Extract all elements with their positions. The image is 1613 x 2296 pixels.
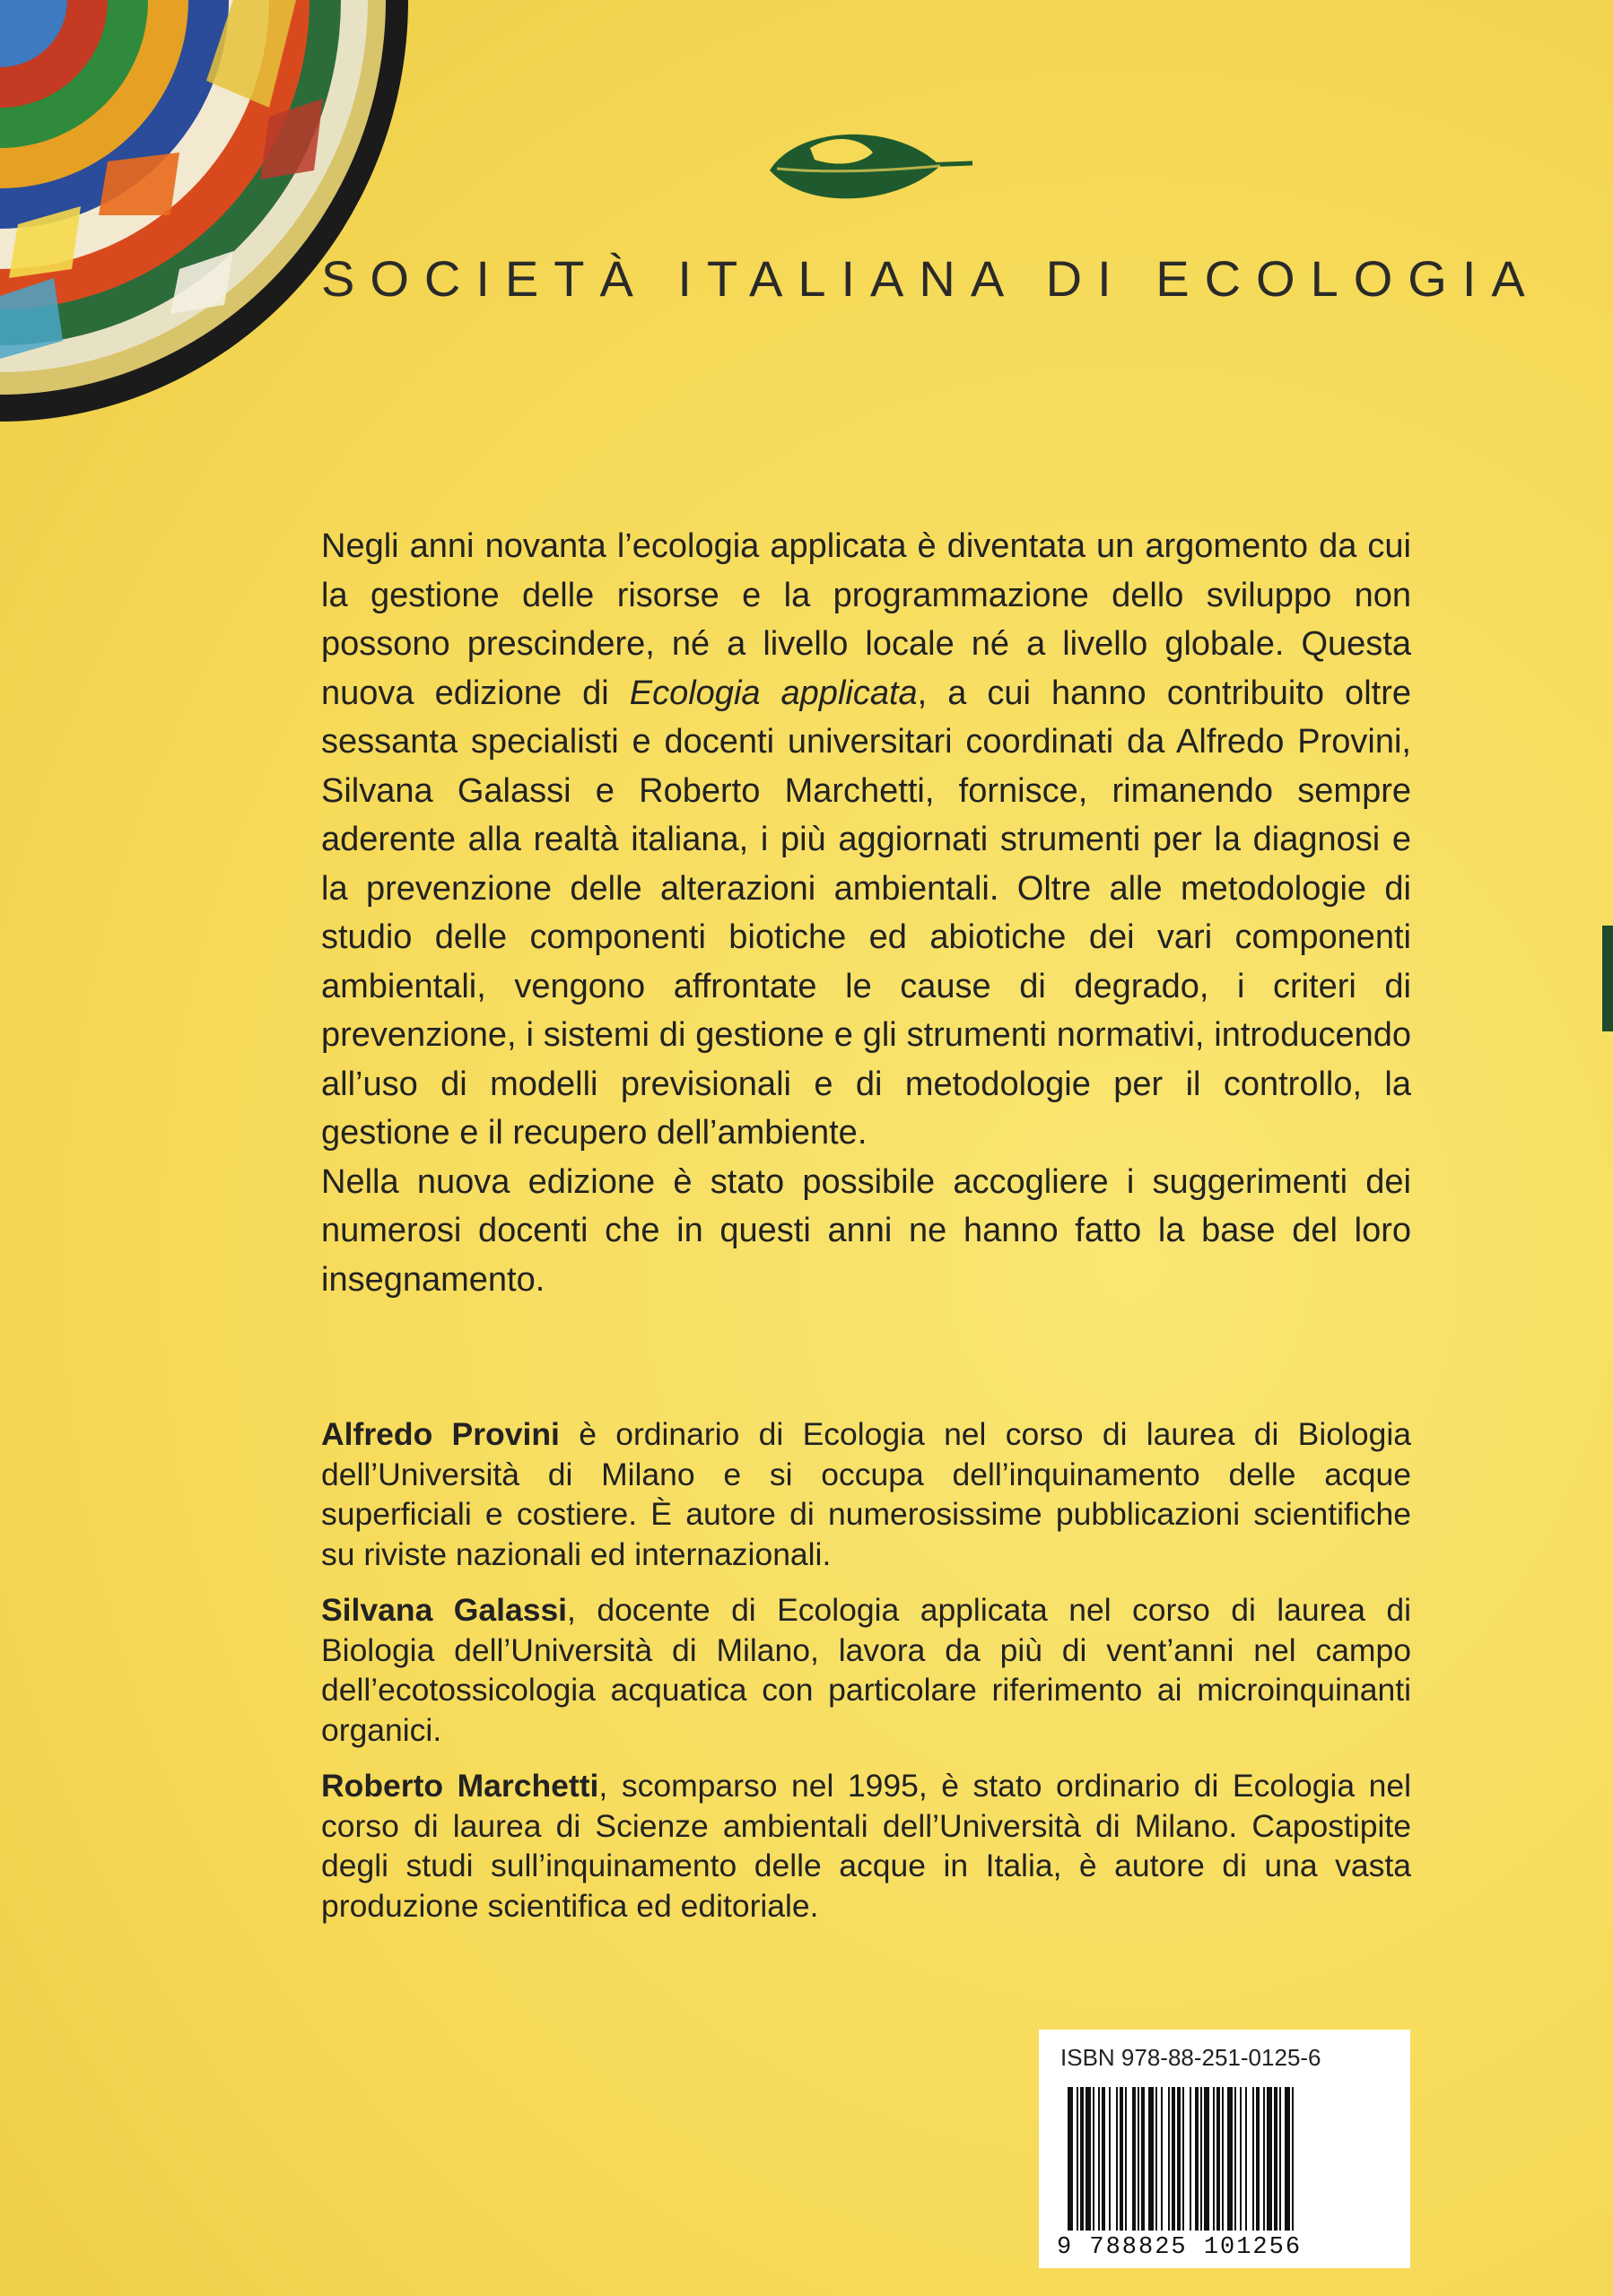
barcode-bar: [1190, 2087, 1191, 2231]
barcode-bar: [1138, 2087, 1139, 2231]
society-name: SOCIETÀ ITALIANA DI ECOLOGIA: [321, 250, 1540, 307]
barcode-bar: [1216, 2087, 1220, 2231]
barcode-digits: 9 788825 101256: [1057, 2234, 1303, 2261]
description-paragraph-2: Nella nuova edizione è stato possibile accogliere i suggerimenti dei numerosi docenti che in questi anni ne hanno fatto la base del loro insegnamento.: [321, 1162, 1411, 1299]
barcode-bar: [1109, 2087, 1111, 2231]
barcode-bar: [1256, 2087, 1260, 2231]
author-name: Silvana Galassi: [321, 1592, 568, 1628]
barcode-bar: [1086, 2087, 1091, 2231]
barcode-bar: [1263, 2087, 1265, 2231]
barcode-bar: [1240, 2087, 1242, 2231]
painted-circle-artwork: [0, 0, 422, 430]
barcode-bar: [1132, 2087, 1136, 2231]
barcode-bar: [1102, 2087, 1105, 2231]
barcode-bar: [1195, 2087, 1199, 2231]
barcode-bar: [1274, 2087, 1277, 2231]
description-paragraph-1: Negli anni novanta l’ecologia applicata è diventata un argomento da cui la gestione delle risorse e la programmazione dello sviluppo non possono prescindere, né a livello locale né a livello globale. Questa nuova edizione di Ecologia applicata, a cui hanno contribuito oltre sessanta specialisti e docenti universitari coordinati da Alfredo Provini, Silvana Galassi e Roberto Marchetti, fornisce, rimanendo sempre aderente alla realtà italiana, i più aggiornati strumenti per la diagnosi e la prevenzione delle alterazioni ambientali. Oltre alle metodologie di studio delle componenti biotiche ed abiotiche dei vari componenti ambientali, vengono affrontate le cause di degrado, i criteri di prevenzione, i sistemi di gestione e gli strumenti normativi, introducendo all’uso di modelli previsionali e di metodologie per il controllo, la gestione e il recupero dell’ambiente.: [321, 527, 1411, 1152]
barcode-bar: [1068, 2087, 1073, 2231]
barcode-bar: [1125, 2087, 1127, 2231]
barcode-bar: [1098, 2087, 1100, 2231]
barcode-bar: [1077, 2087, 1078, 2231]
barcode-bar: [1200, 2087, 1202, 2231]
barcode-bar: [1234, 2087, 1236, 2231]
barcode-bar: [1141, 2087, 1145, 2231]
barcode-bar: [1116, 2087, 1118, 2231]
barcode-bar: [1182, 2087, 1184, 2231]
barcode-bar: [1227, 2087, 1233, 2231]
book-title: Ecologia applicata: [629, 674, 918, 712]
leaf-logo-icon: [761, 117, 976, 215]
barcode-bar: [1204, 2087, 1209, 2231]
barcode-bar: [1168, 2087, 1170, 2231]
author-bios: [321, 1414, 1411, 1942]
barcode: [1064, 2087, 1391, 2239]
barcode-bar: [1285, 2087, 1290, 2231]
author-bio: Roberto Marchetti, scomparso nel 1995, è stato ordinario di Ecologia nel corso di laurea di Scienze ambientali dell’Università di Milano. Capostipite degli studi sull’inquinamento delle acque in Italia, è autore di una vasta produzione scientifica ed editoriale.: [321, 1768, 1411, 1924]
author-name: Alfredo Provini: [321, 1416, 560, 1452]
barcode-bar: [1279, 2087, 1281, 2231]
isbn-label: [1039, 2030, 1410, 2268]
barcode-bar: [1222, 2087, 1224, 2231]
spine-edge-mark: [1602, 926, 1613, 1031]
barcode-bar: [1292, 2087, 1294, 2231]
barcode-bar: [1177, 2087, 1181, 2231]
barcode-bar: [1080, 2087, 1084, 2231]
author-name: Roberto Marchetti: [321, 1768, 599, 1804]
barcode-bar: [1161, 2087, 1163, 2231]
barcode-bar: [1093, 2087, 1094, 2231]
barcode-bar: [1252, 2087, 1254, 2231]
isbn-number: ISBN 978-88-251-0125-6: [1060, 2044, 1321, 2071]
author-bio: Alfredo Provini è ordinario di Ecologia nel corso di laurea di Biologia dell’Università di Milano e si occupa dell’inquinamento delle acque superficiali e costiere. È autore di numerosissime pubblicazioni scientifiche su riviste nazionali ed internazionali.: [321, 1416, 1411, 1572]
barcode-bar: [1172, 2087, 1175, 2231]
barcode-bar: [1120, 2087, 1123, 2231]
barcode-bar: [1245, 2087, 1247, 2231]
barcode-bar: [1213, 2087, 1215, 2231]
author-bio: Silvana Galassi, docente di Ecologia applicata nel corso di laurea di Biologia dell’Università di Milano, lavora da più di vent’anni nel campo dell’ecotossicologia acquatica con particolare riferimento ai microinquinanti organici.: [321, 1592, 1411, 1748]
barcode-bar: [1267, 2087, 1272, 2231]
barcode-bar: [1155, 2087, 1157, 2231]
book-description: [321, 522, 1411, 1304]
barcode-bar: [1148, 2087, 1154, 2231]
